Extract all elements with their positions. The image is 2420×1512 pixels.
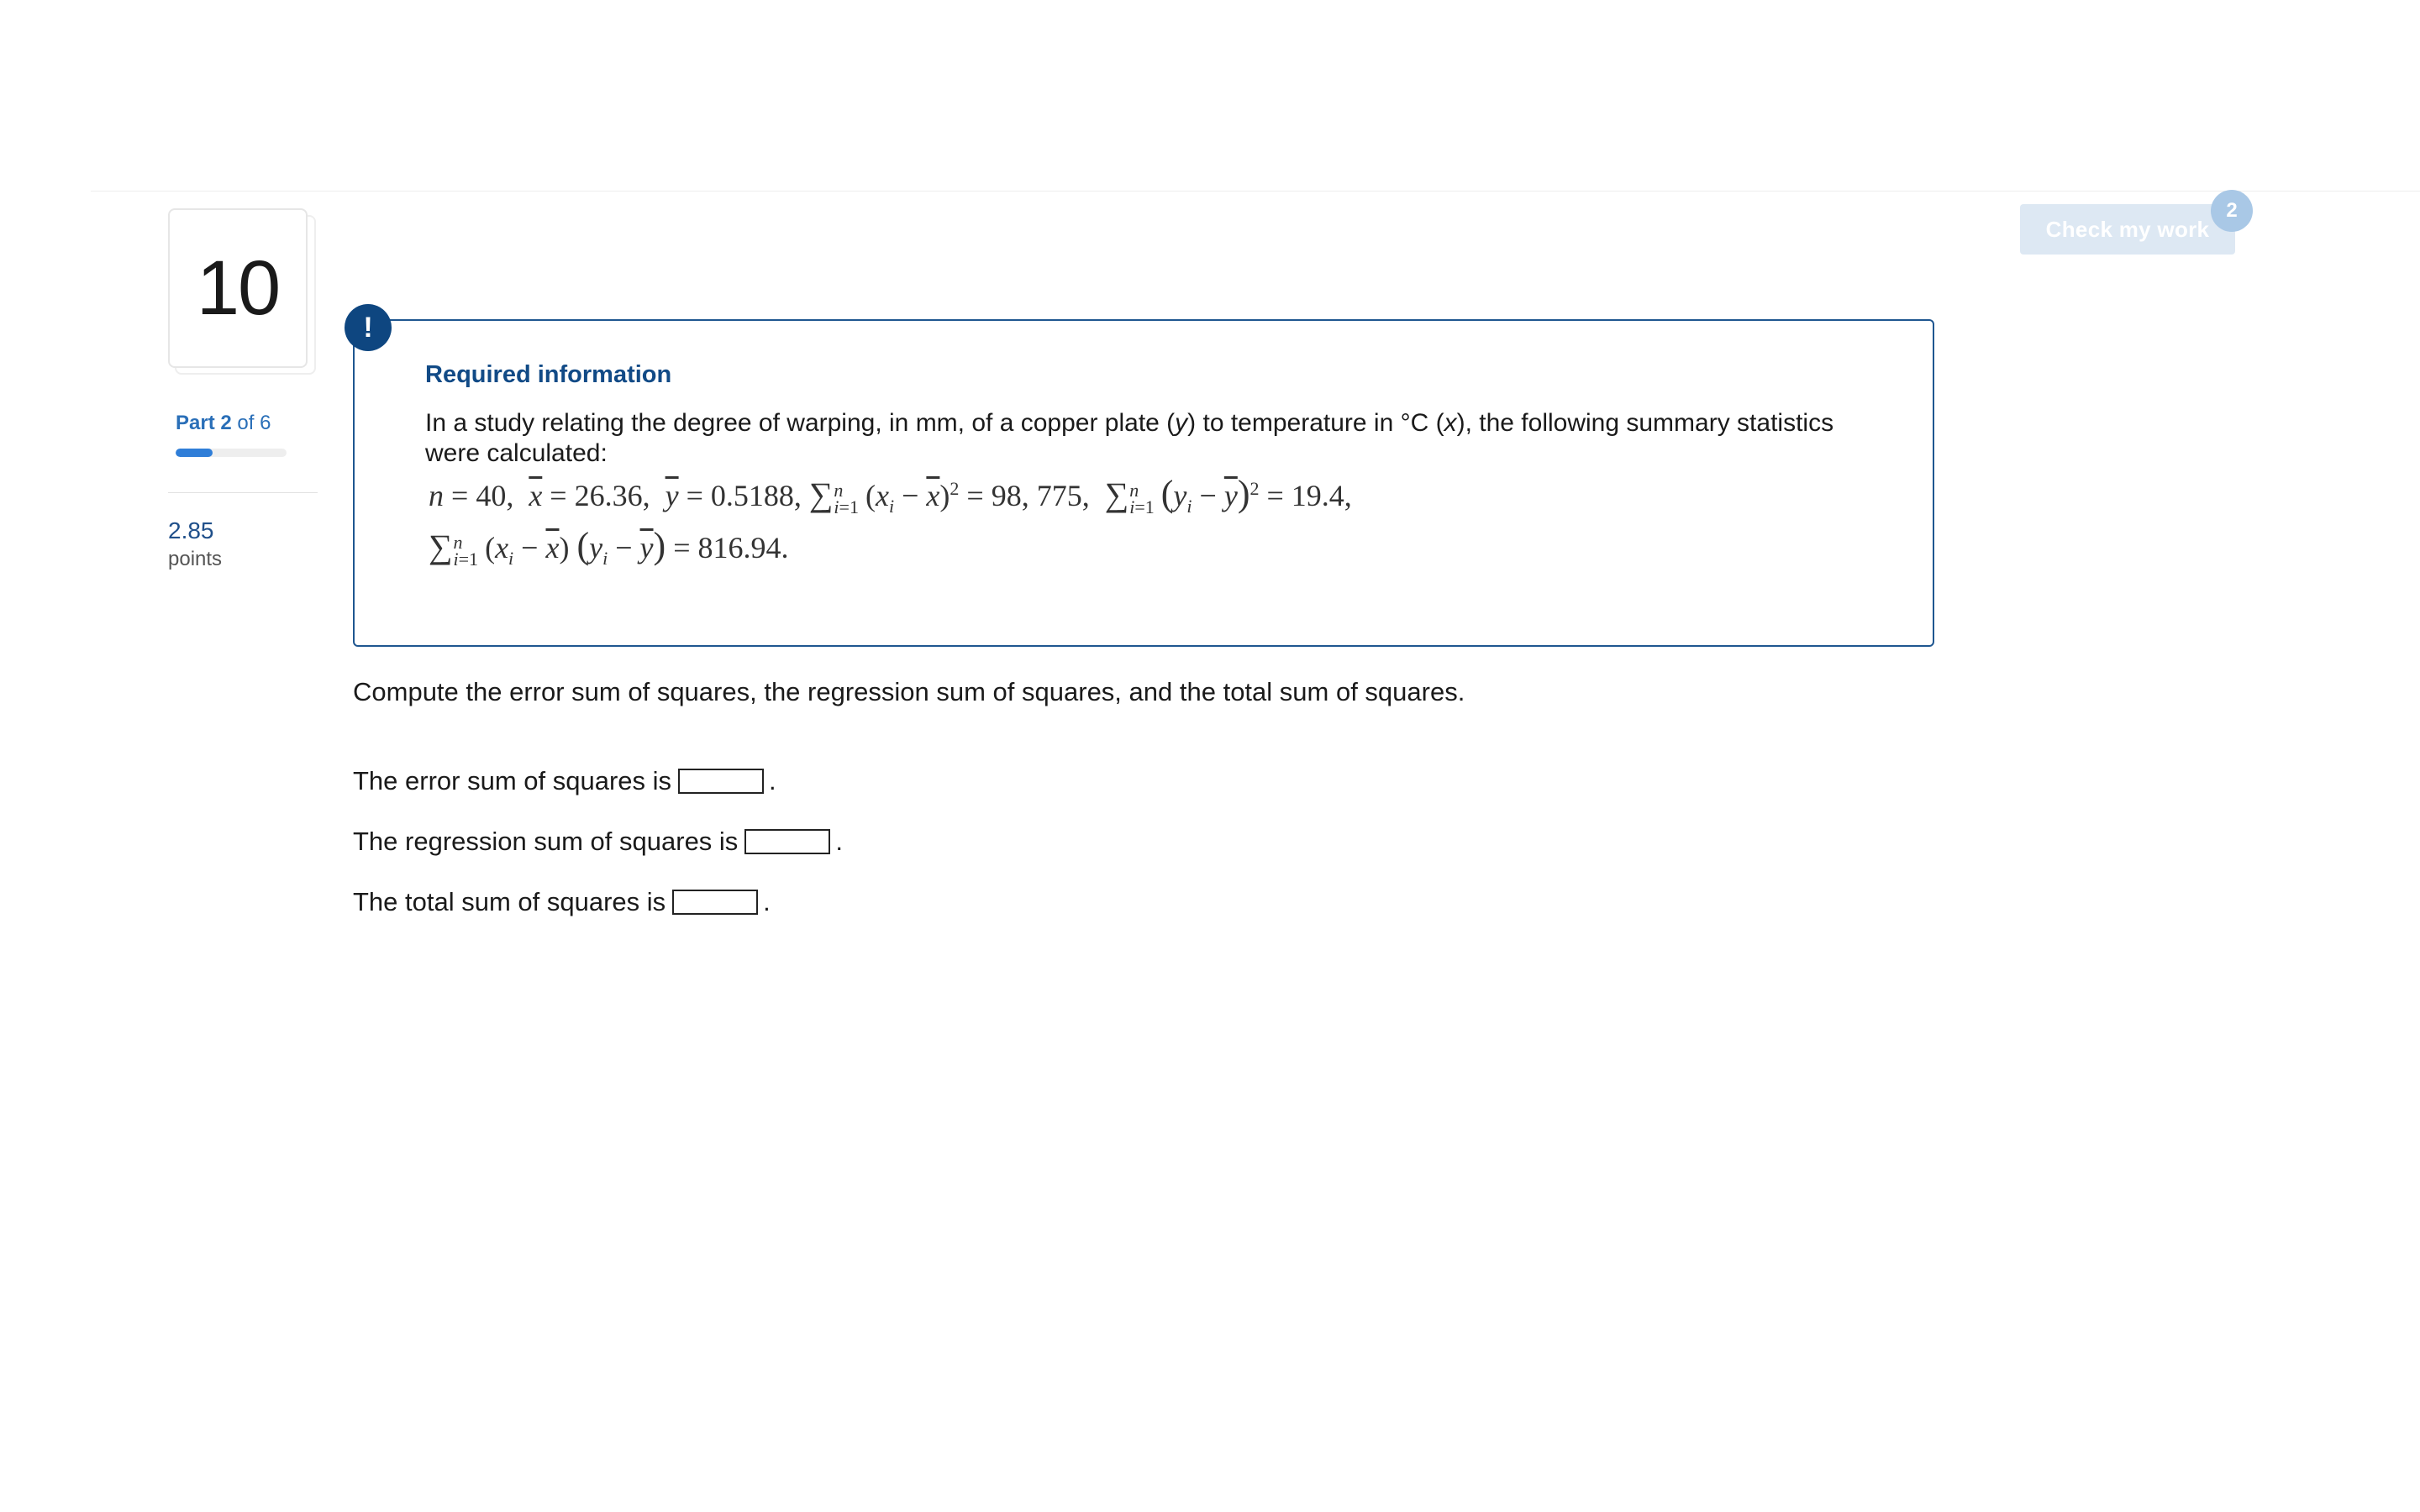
part-progress-fill: [176, 449, 213, 457]
required-info-text: In a study relating the degree of warping, in mm, of a copper plate (y) to temperature in °C (x), the following summary statistics were calculated:: [425, 409, 1834, 467]
part-progress-bar: [176, 449, 287, 457]
sxx-value: 98, 775: [991, 479, 1082, 512]
required-info-heading: Required information: [425, 361, 672, 388]
points-label: points: [168, 548, 223, 570]
answer-suffix: .: [763, 887, 771, 916]
answer-suffix: .: [835, 827, 843, 856]
summary-statistics-line-1: n = 40, $\overline{x} = 26.36$, $\overline{y} = 0.5188$, ∑ n i=1 $(x_i - \overline{x})^2 = 98$, 775, ∑ n i=1 $(y_i - \overline{y})^2 = 19.4$,: [429, 473, 1352, 517]
part-indicator: [176, 412, 271, 435]
answer-row-regression-ss: [353, 827, 843, 857]
xbar-value: 26.36: [574, 479, 643, 512]
answer-suffix: .: [769, 766, 776, 795]
n-value: 40: [476, 479, 507, 512]
question-number: 10: [168, 208, 308, 368]
sxy-value: 816.94: [697, 531, 781, 564]
answer-label: The regression sum of squares is: [353, 827, 739, 856]
sidebar-divider: [168, 492, 318, 493]
answer-label: The error sum of squares is: [353, 766, 672, 795]
answer-label: The total sum of squares is: [353, 887, 666, 916]
ybar-value: 0.5188: [710, 479, 794, 512]
check-my-work-button[interactable]: Check my work: [2020, 204, 2235, 255]
total-sum-of-squares-input[interactable]: [672, 890, 758, 915]
header-divider: [91, 191, 2420, 192]
error-sum-of-squares-input[interactable]: [678, 769, 764, 794]
answer-row-error-ss: [353, 766, 776, 796]
part-total: of 6: [237, 412, 271, 434]
regression-sum-of-squares-input[interactable]: [744, 829, 830, 854]
question-prompt: Compute the error sum of squares, the regression sum of squares, and the total sum of squares.: [353, 677, 1465, 706]
points-value: 2.85: [168, 517, 214, 543]
answer-row-total-ss: [353, 887, 771, 917]
part-current: 2: [220, 412, 232, 434]
syy-value: 19.4: [1291, 479, 1344, 512]
summary-statistics-line-2: ∑ n i=1 $(x_i - \overline{x}) (y_i - \overline{y}) = 816.94$.: [429, 525, 789, 570]
part-prefix: Part: [176, 412, 215, 434]
attempts-badge: 2: [2211, 190, 2253, 232]
exclamation-icon: !: [345, 304, 392, 351]
